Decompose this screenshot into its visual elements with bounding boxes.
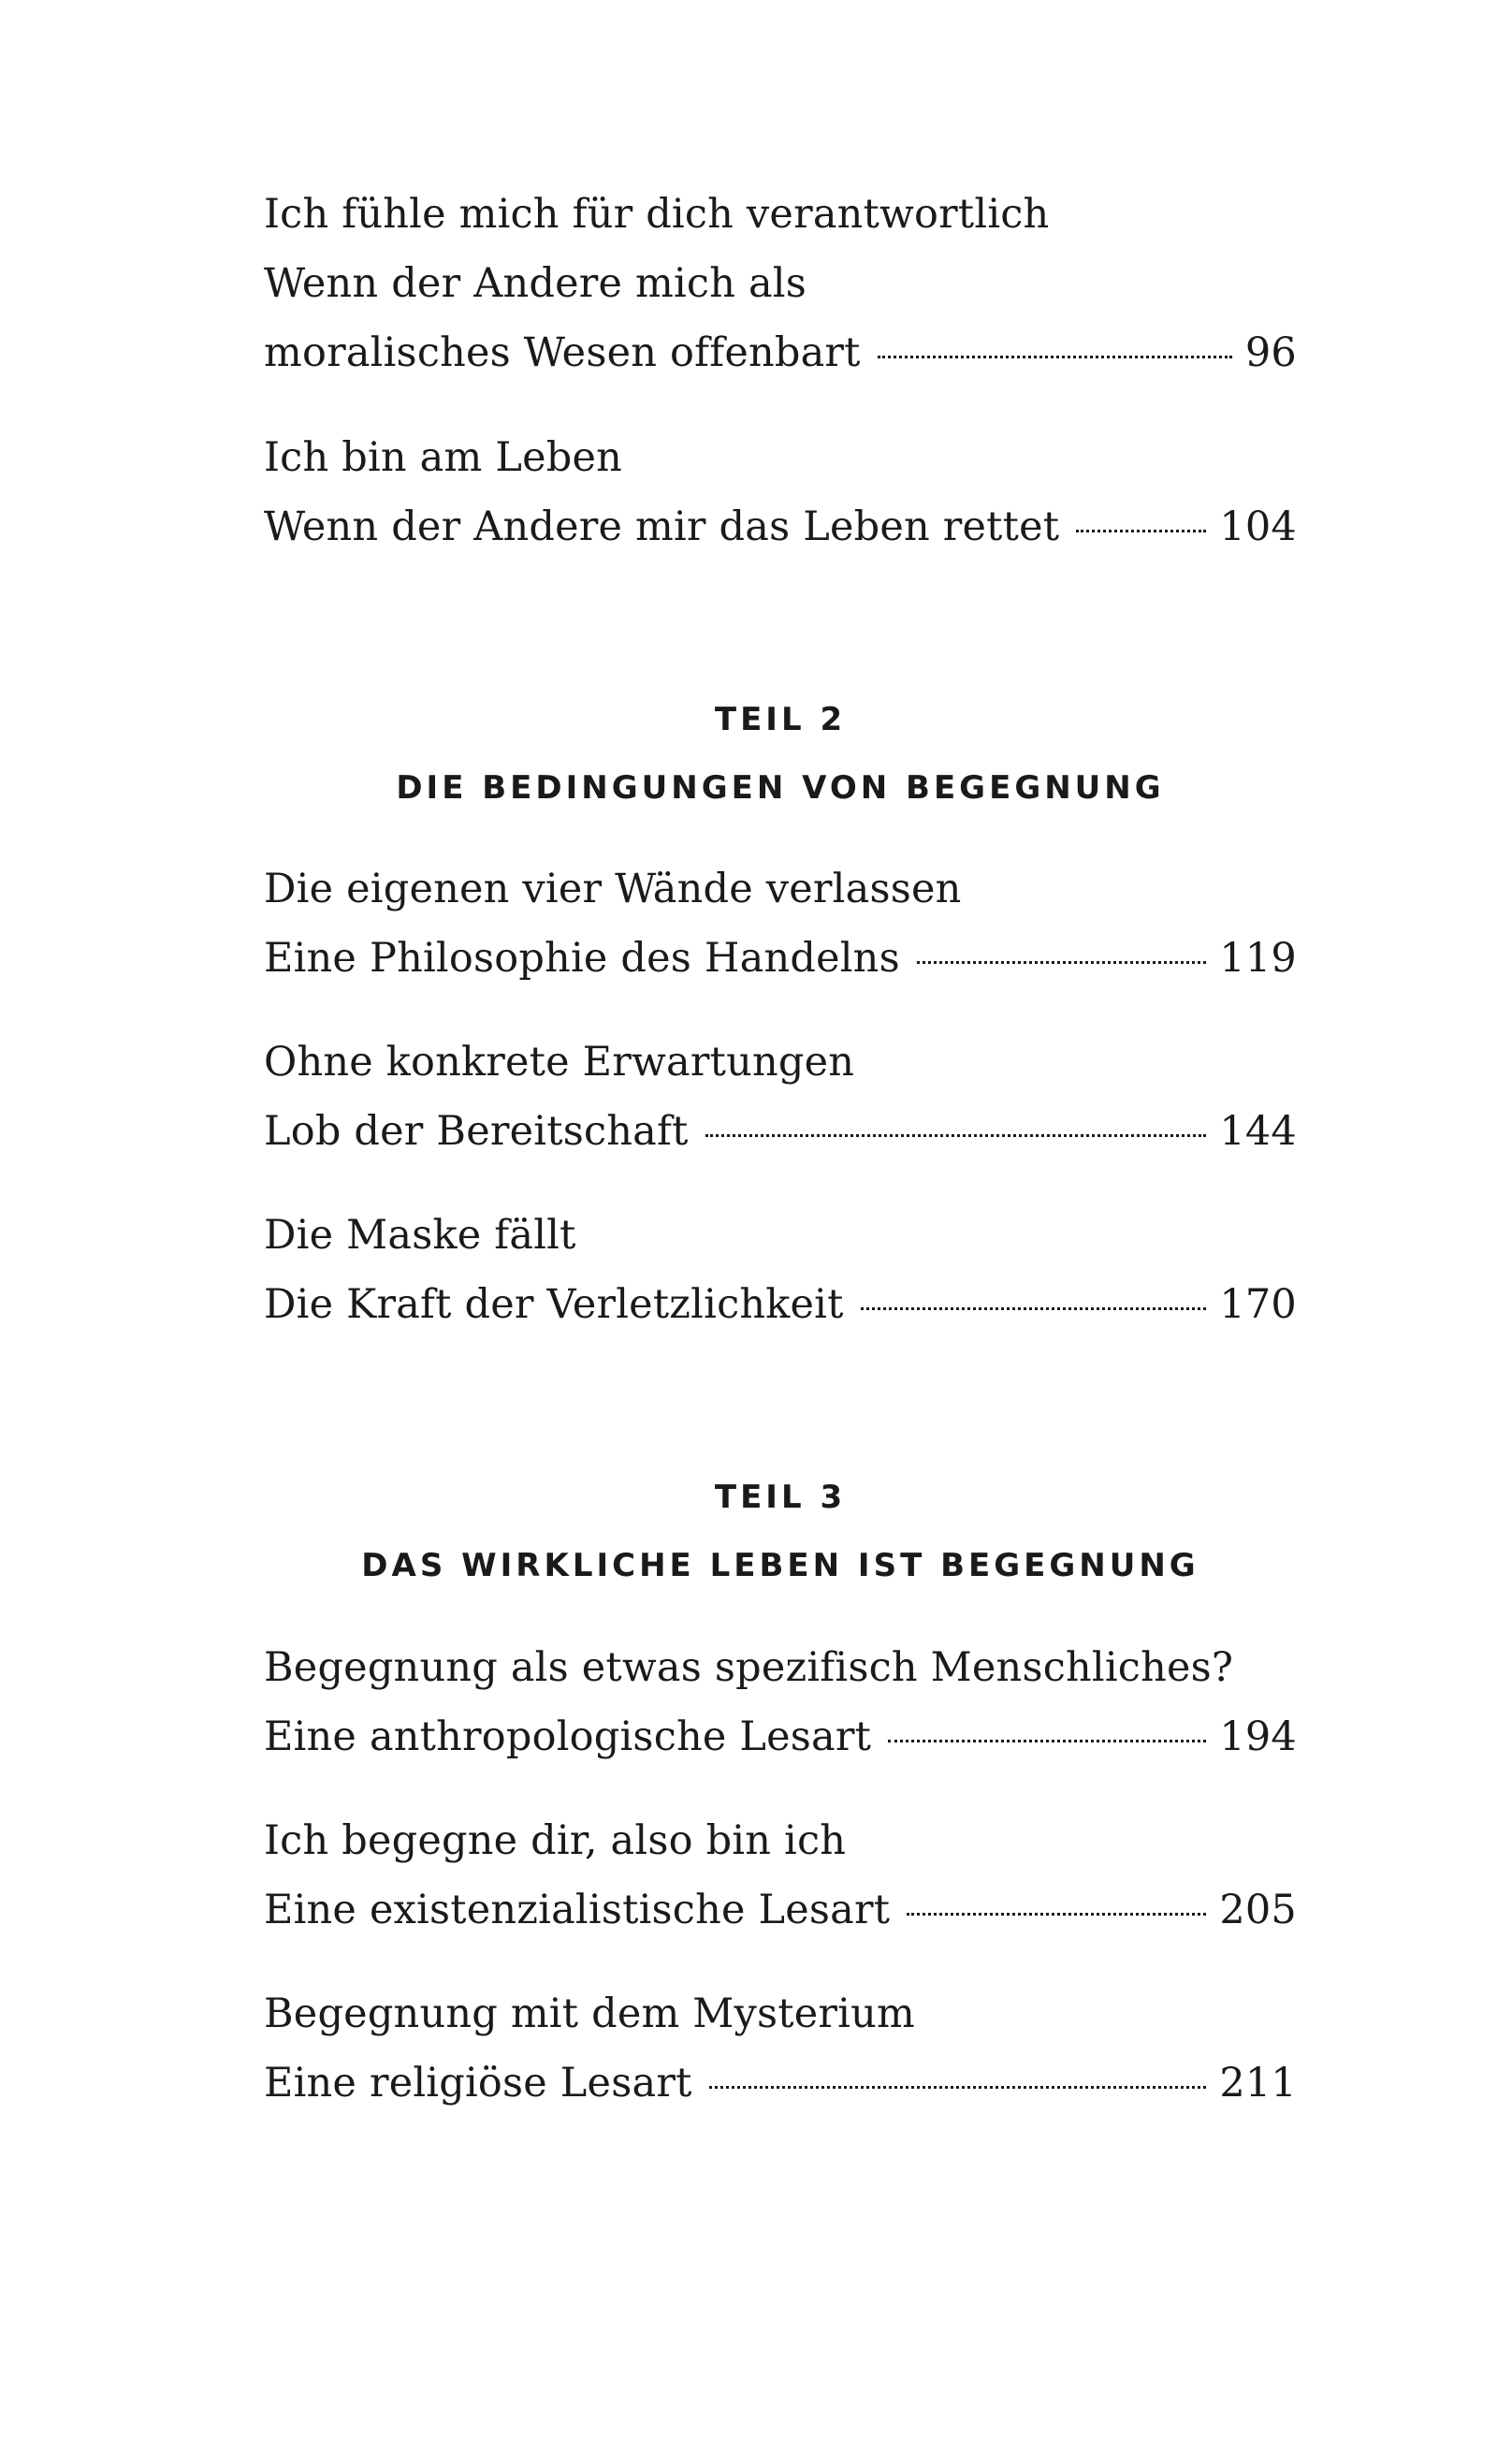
toc-entry-subtitle: Wenn der Andere mir das Leben rettet bbox=[264, 503, 1060, 550]
toc-page-number: 170 bbox=[1219, 1281, 1297, 1328]
toc-entry-subtitle: Eine religiöse Lesart bbox=[264, 2060, 692, 2107]
toc-entry-title: Ich begegne dir, also bin ich bbox=[264, 1817, 847, 1864]
toc-entry-title: Begegnung mit dem Mysterium bbox=[264, 1990, 916, 2037]
toc-page-number: 96 bbox=[1244, 329, 1297, 376]
dot-leader bbox=[888, 1740, 1206, 1742]
table-of-contents bbox=[264, 0, 1297, 2464]
dot-leader bbox=[907, 1913, 1206, 1916]
part-label: TEIL 3 bbox=[714, 1479, 847, 1516]
toc-entry-subtitle: Eine existenzialistische Lesart bbox=[264, 1887, 891, 1933]
toc-page-number: 144 bbox=[1219, 1108, 1297, 1155]
toc-page-number: 194 bbox=[1219, 1713, 1297, 1760]
toc-page-number: 205 bbox=[1219, 1887, 1297, 1933]
toc-page-number: 119 bbox=[1219, 935, 1297, 982]
toc-entry-leader-line[interactable] bbox=[264, 1097, 1297, 1166]
toc-entry-subtitle: Lob der Bereitschaft bbox=[264, 1108, 689, 1155]
toc-entry bbox=[264, 1979, 1297, 2118]
toc-entry-leader-line[interactable] bbox=[264, 1270, 1297, 1339]
part-heading: DAS WIRKLICHE LEBEN IST BEGEGNUNG bbox=[361, 1547, 1199, 1584]
toc-entry-subtitle: moralisches Wesen offenbart bbox=[264, 329, 861, 376]
toc-entry bbox=[264, 180, 1297, 387]
toc-entry-leader-line[interactable] bbox=[264, 2048, 1297, 2118]
part-heading: DIE BEDINGUNGEN VON BEGEGNUNG bbox=[396, 769, 1165, 807]
toc-entry bbox=[264, 423, 1297, 561]
part-label: TEIL 2 bbox=[714, 701, 847, 738]
dot-leader bbox=[861, 1307, 1207, 1310]
dot-leader bbox=[1076, 530, 1206, 532]
toc-entry-title: Begegnung als etwas spezifisch Menschliches? bbox=[264, 1644, 1234, 1691]
toc-entry-subtitle: Eine anthropologische Lesart bbox=[264, 1713, 872, 1760]
toc-entry-title: Die Maske fällt bbox=[264, 1212, 576, 1259]
toc-entry-title: Ohne konkrete Erwartungen bbox=[264, 1039, 855, 1086]
toc-entry-title: Die eigenen vier Wände verlassen bbox=[264, 866, 962, 912]
toc-entry-subtitle: Die Kraft der Verletzlichkeit bbox=[264, 1281, 844, 1328]
toc-page-number: 104 bbox=[1219, 503, 1297, 550]
toc-entry-title: Ich fühle mich für dich verantwortlich bbox=[264, 191, 1050, 238]
toc-entry-subtitle: Eine Philosophie des Handelns bbox=[264, 935, 900, 982]
toc-entry-subtitle: Wenn der Andere mich als bbox=[264, 260, 807, 307]
toc-entry-leader-line[interactable] bbox=[264, 1875, 1297, 1945]
toc-entry-leader-line[interactable] bbox=[264, 492, 1297, 561]
toc-entry bbox=[264, 1806, 1297, 1945]
toc-entry-title: Ich bin am Leben bbox=[264, 434, 623, 481]
toc-entry-leader-line[interactable] bbox=[264, 1702, 1297, 1771]
toc-page-number: 211 bbox=[1219, 2060, 1297, 2107]
toc-entry-leader-line[interactable] bbox=[264, 924, 1297, 993]
toc-entry-leader-line[interactable] bbox=[264, 318, 1297, 387]
dot-leader bbox=[917, 961, 1206, 964]
toc-entry bbox=[264, 1201, 1297, 1339]
toc-entry bbox=[264, 1633, 1297, 1771]
toc-entry bbox=[264, 1028, 1297, 1166]
dot-leader bbox=[705, 1134, 1207, 1137]
dot-leader bbox=[878, 356, 1232, 358]
toc-entry bbox=[264, 854, 1297, 993]
dot-leader bbox=[709, 2086, 1207, 2089]
